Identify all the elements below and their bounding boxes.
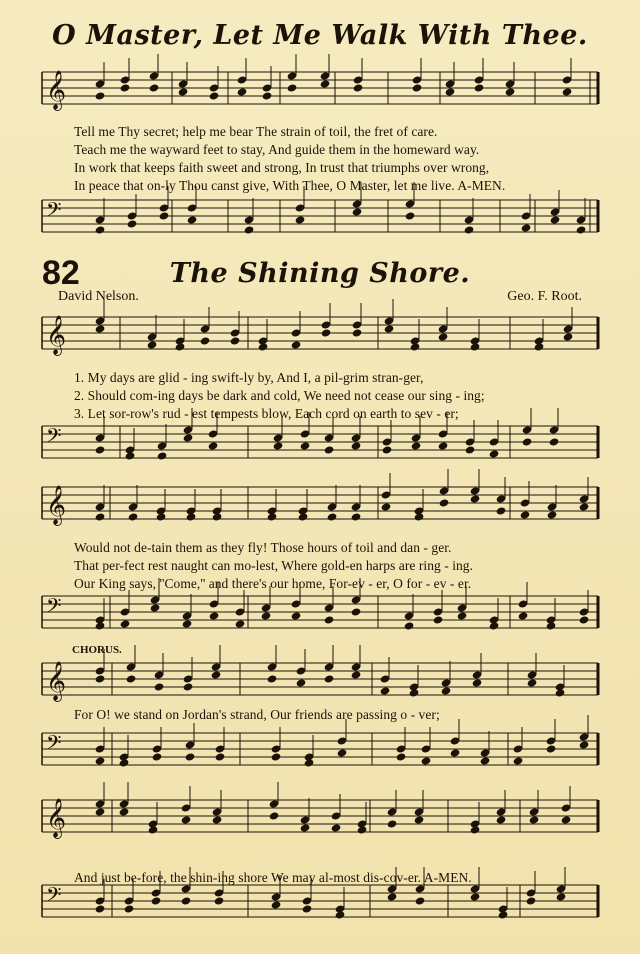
staff-system-2-treble — [42, 299, 598, 356]
hymn-81-verse-2: Teach me the wayward feet to stay, And guide them in the homeward way. — [74, 142, 480, 157]
chorus-label: CHORUS. — [72, 644, 122, 656]
svg-text:𝄢: 𝄢 — [46, 198, 62, 226]
hymn-82-verse-3-line-1: 3. Let sor-row's rud - est tempests blow, Each cord on earth to sev - er; — [74, 406, 459, 421]
svg-text:𝄢: 𝄢 — [46, 424, 62, 452]
svg-text:𝄢: 𝄢 — [46, 883, 62, 911]
svg-text:𝄢: 𝄢 — [46, 731, 62, 759]
composer-credit: Geo. F. Root. — [507, 289, 582, 304]
staff-system-1-treble — [42, 54, 598, 111]
svg-text:𝄢: 𝄢 — [46, 594, 62, 622]
hymn-82-verse-1-line-1: 1. My days are glid - ing swift-ly by, And I, a pil-grim stran-ger, — [74, 370, 424, 385]
staff-system-4-treble — [42, 645, 598, 702]
hymn-81-verse-1: Tell me Thy secret; help me bear The strain of toil, the fret of care. — [74, 124, 438, 139]
author-credit: David Nelson. — [58, 289, 139, 304]
staff-system-5-treble — [42, 782, 598, 839]
hymn-82-title: The Shining Shore. — [169, 258, 471, 289]
svg-text:𝄞: 𝄞 — [46, 798, 67, 838]
svg-text:𝄞: 𝄞 — [46, 70, 67, 110]
svg-text:𝄞: 𝄞 — [46, 661, 67, 701]
chorus-line-2: And just be-fore, the shin-ing shore We may al-most dis-cov-er. A-MEN. — [74, 870, 472, 885]
hymn-82-verse-2-line-1: 2. Should com-ing days be dark and cold, We need not cease our sing - ing; — [74, 388, 485, 403]
svg-text:𝄞: 𝄞 — [46, 315, 67, 355]
staff-system-3-treble — [42, 469, 598, 526]
hymn-82-verse-2-line-2: That per-fect rest naught can mo-lest, Where gold-en harps are ring - ing. — [74, 558, 474, 573]
hymn-82-verse-3-line-2: Our King says, ''Come,'' and there's our home, For-ev - er, O for - ev - er. — [74, 576, 472, 591]
chorus-line-1: For O! we stand on Jordan's strand, Our friends are passing o - ver; — [74, 707, 440, 722]
svg-text:𝄞: 𝄞 — [46, 485, 67, 525]
hymn-82-verse-1-line-2: Would not de-tain them as they fly! Those hours of toil and dan - ger. — [74, 540, 452, 555]
hymn-81-verse-3: In work that keeps faith sweet and strong, In trust that triumphs over wrong, — [74, 160, 490, 175]
hymn-81-title: O Master, Let Me Walk With Thee. — [52, 20, 588, 51]
hymn-number: 82 — [42, 254, 80, 292]
hymn-81-verse-4: In peace that on-ly Thou canst give, With Thee, O Master, let me live. A-MEN. — [74, 178, 506, 193]
